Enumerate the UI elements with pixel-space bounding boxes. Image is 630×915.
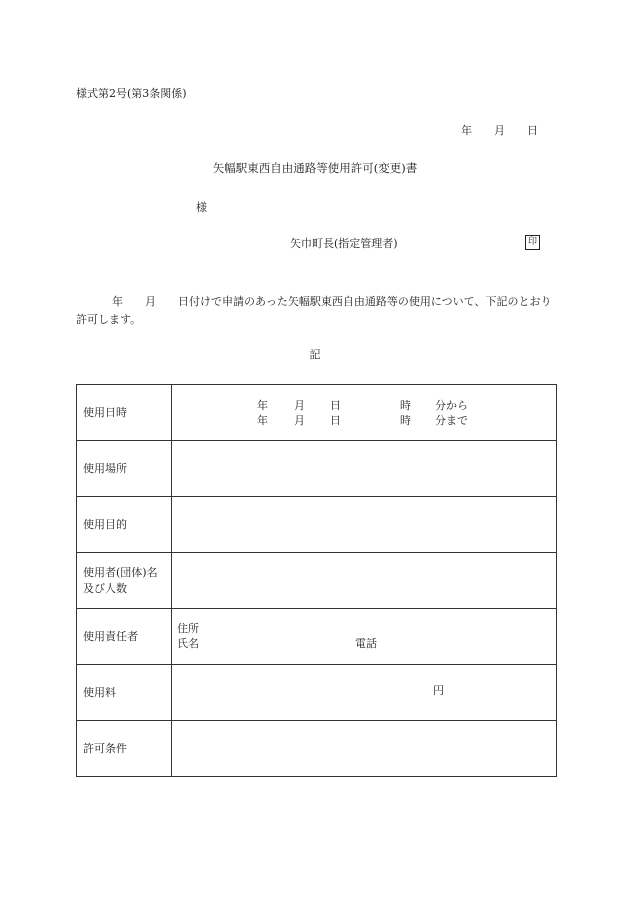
conditions-value[interactable]	[172, 721, 557, 777]
document-title: 矢幅駅東西自由通路等使用許可(変更)書	[212, 161, 418, 175]
usage-purpose-label: 使用目的	[77, 497, 172, 553]
responsible-phone-label: 電話	[355, 637, 377, 650]
usage-datetime-value[interactable]	[172, 385, 557, 441]
recipient-suffix: 様	[196, 201, 207, 214]
seal-mark: 印	[525, 235, 540, 250]
from-day: 日	[330, 399, 341, 412]
from-minute: 分から	[435, 399, 468, 412]
to-day: 日	[330, 414, 341, 427]
fee-value[interactable]	[172, 665, 557, 721]
body-year-label: 年	[112, 295, 123, 308]
responsible-value[interactable]	[172, 609, 557, 665]
usage-datetime-label: 使用日時	[77, 385, 172, 441]
table-row-usage-purpose	[77, 497, 557, 553]
to-month: 月	[294, 414, 305, 427]
user-group-label-line2: 及び人数	[83, 581, 127, 595]
table-row-usage-datetime	[77, 385, 557, 441]
responsible-name-label: 氏名	[177, 637, 199, 650]
to-minute: 分まで	[435, 414, 468, 427]
user-group-label	[77, 553, 172, 609]
permit-details-table	[76, 384, 557, 777]
body-text: 日付けで申請のあった矢幅駅東西自由通路等の使用について、下記のとおり許可します。	[76, 295, 552, 326]
usage-place-value[interactable]	[172, 441, 557, 497]
date-year-label: 年	[461, 124, 472, 137]
issue-date	[461, 125, 538, 136]
fee-label: 使用料	[77, 665, 172, 721]
from-month: 月	[294, 399, 305, 412]
user-group-label-line1: 使用者(団体)名	[83, 565, 158, 579]
date-month-label: 月	[494, 124, 505, 137]
conditions-label: 許可条件	[77, 721, 172, 777]
responsible-address-label: 住所	[177, 622, 199, 635]
usage-place-label: 使用場所	[77, 441, 172, 497]
from-year: 年	[257, 399, 268, 412]
permit-statement	[76, 293, 556, 329]
to-hour: 時	[400, 414, 411, 427]
table-row-fee	[77, 665, 557, 721]
fee-unit-yen: 円	[433, 684, 444, 697]
table-row-conditions	[77, 721, 557, 777]
date-day-label: 日	[527, 124, 538, 137]
user-group-value[interactable]	[172, 553, 557, 609]
table-row-responsible	[77, 609, 557, 665]
responsible-label: 使用責任者	[77, 609, 172, 665]
issuer-name: 矢巾町長(指定管理者)	[290, 237, 398, 250]
ki-heading: 記	[309, 348, 321, 361]
to-year: 年	[257, 414, 268, 427]
body-month-label: 月	[145, 295, 156, 308]
table-row-usage-place	[77, 441, 557, 497]
from-hour: 時	[400, 399, 411, 412]
form-number: 様式第2号(第3条関係)	[76, 87, 187, 100]
table-row-user-group	[77, 553, 557, 609]
usage-purpose-value[interactable]	[172, 497, 557, 553]
